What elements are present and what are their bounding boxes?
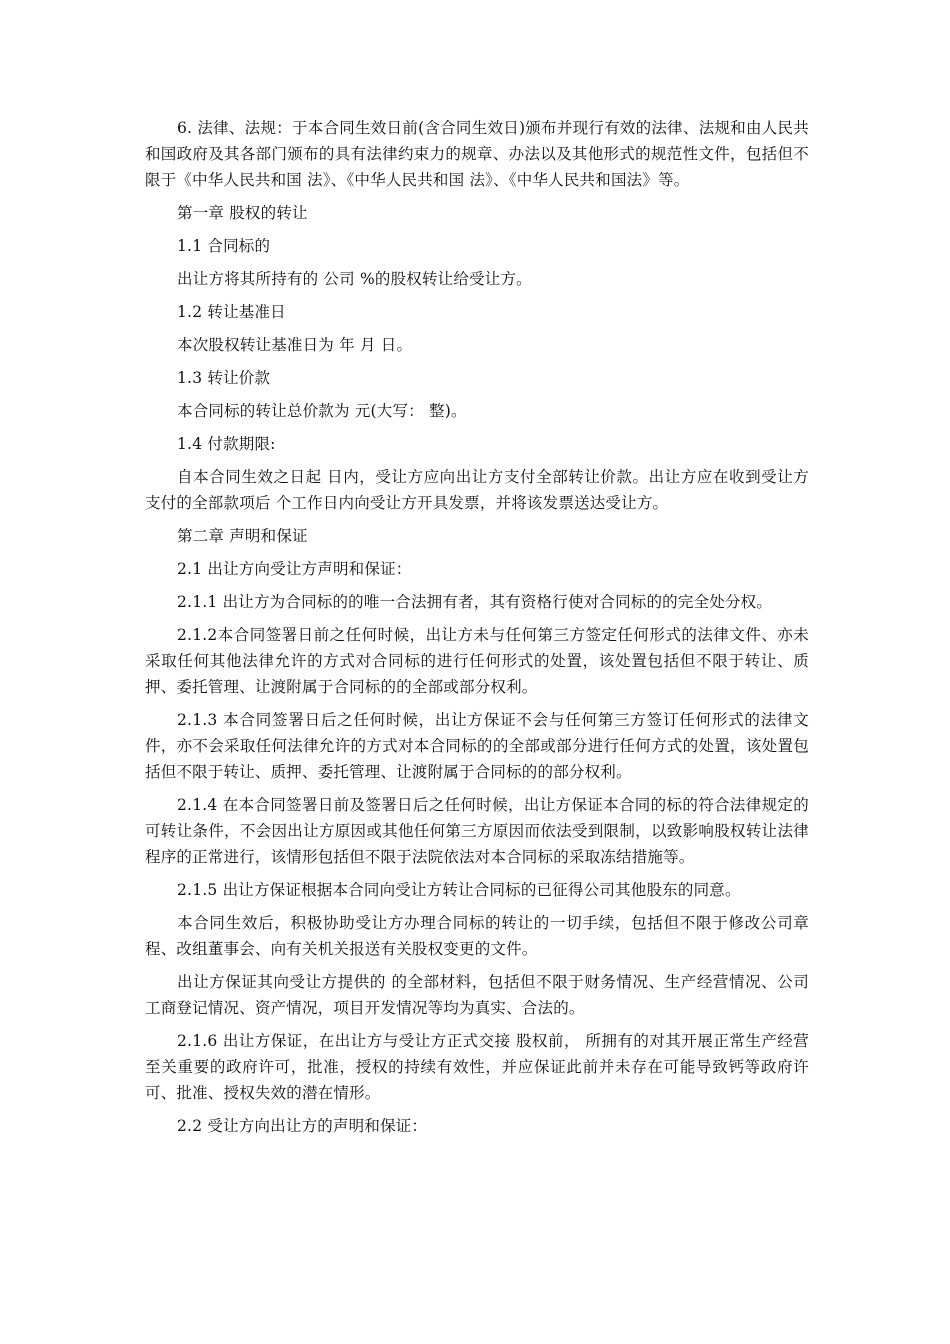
clause-2-1-1: 2.1.1 出让方为合同标的的唯一合法拥有者，其有资格行使对合同标的的完全处分权。	[177, 593, 773, 611]
chapter-1-heading: 第一章 股权的转让	[177, 204, 308, 222]
clause-2-1-2: 2.1.2本合同签署日前之任何时候，出让方未与任何第三方签定任何形式的法律文件、亦未采取任何其他法律允许的方式对合同标的进行任何形式的处置，该处置包括但不限于转让、质押、委托管理、让渡附属于合同标的的全部或部分权利。	[145, 626, 809, 696]
clause-2-1-4: 2.1.4 在本合同签署日前及签署日后之任何时候，出让方保证本合同的标的符合法律规定的可转让条件，不会因出让方原因或其他任何第三方原因而依法受到限制，以致影响股权转让法律程序的正常进行，该情形包括但不限于法院依法对本合同标的采取冻结措施等。	[145, 796, 809, 866]
clause-assist-transfer: 本合同生效后，积极协助受让方办理合同标的转让的一切手续，包括但不限于修改公司章程、改组董事会、向有关机关报送有关股权变更的文件。	[145, 914, 809, 958]
clause-materials-guarantee: 出让方保证其向受让方提供的 的全部材料，包括但不限于财务情况、生产经营情况、公司工商登记情况、资产情况，项目开发情况等均为真实、合法的。	[145, 973, 809, 1017]
section-1-2-body: 本次股权转让基准日为 年 月 日。	[177, 336, 413, 354]
section-1-3-heading: 1.3 转让价款	[177, 369, 271, 387]
section-1-4-body: 自本合同生效之日起 日内，受让方应向出让方支付全部转让价款。出让方应在收到受让方支付的全部款项后 个工作日内向受让方开具发票，并将该发票送达受让方。	[145, 468, 809, 512]
section-1-3-body: 本合同标的转让总价款为 元(大写： 整)。	[177, 402, 467, 420]
chapter-2-heading: 第二章 声明和保证	[177, 527, 308, 545]
section-1-2-heading: 1.2 转让基准日	[177, 303, 286, 321]
clause-2-1-3: 2.1.3 本合同签署日后之任何时候，出让方保证不会与任何第三方签订任何形式的法律文件，亦不会采取任何法律允许的方式对本合同标的的全部或部分进行任何方式的处置，该处置包括但不限于转让、质押、委托管理、让渡附属于合同标的的部分权利。	[145, 711, 809, 781]
section-1-1-body: 出让方将其所持有的 公司 %的股权转让给受让方。	[177, 270, 532, 288]
section-1-1-heading: 1.1 合同标的	[177, 237, 271, 255]
section-1-4-heading: 1.4 付款期限:	[177, 435, 276, 453]
section-2-1-heading: 2.1 出让方向受让方声明和保证：	[177, 560, 412, 578]
section-2-2-heading: 2.2 受让方向出让方的声明和保证：	[177, 1117, 428, 1135]
clause-2-1-5: 2.1.5 出让方保证根据本合同向受让方转让合同标的已征得公司其他股东的同意。	[177, 881, 741, 899]
clause-2-1-6: 2.1.6 出让方保证，在出让方与受让方正式交接 股权前， 所拥有的对其开展正常生产经营至关重要的政府许可，批准，授权的持续有效性，并应保证此前并未存在可能导致钙等政府许可、批准、授权失效的潜在情形。	[145, 1032, 809, 1102]
document-page	[145, 115, 809, 1146]
paragraph-definition-laws: 6. 法律、法规：于本合同生效日前(含合同生效日)颁布并现行有效的法律、法规和由人民共和国政府及其各部门颁布的具有法律约束力的规章、办法以及其他形式的规范性文件，包括但不限于《中华人民共和国 法》、《中华人民共和国 法》、《中华人民共和国法》等。	[145, 119, 809, 189]
